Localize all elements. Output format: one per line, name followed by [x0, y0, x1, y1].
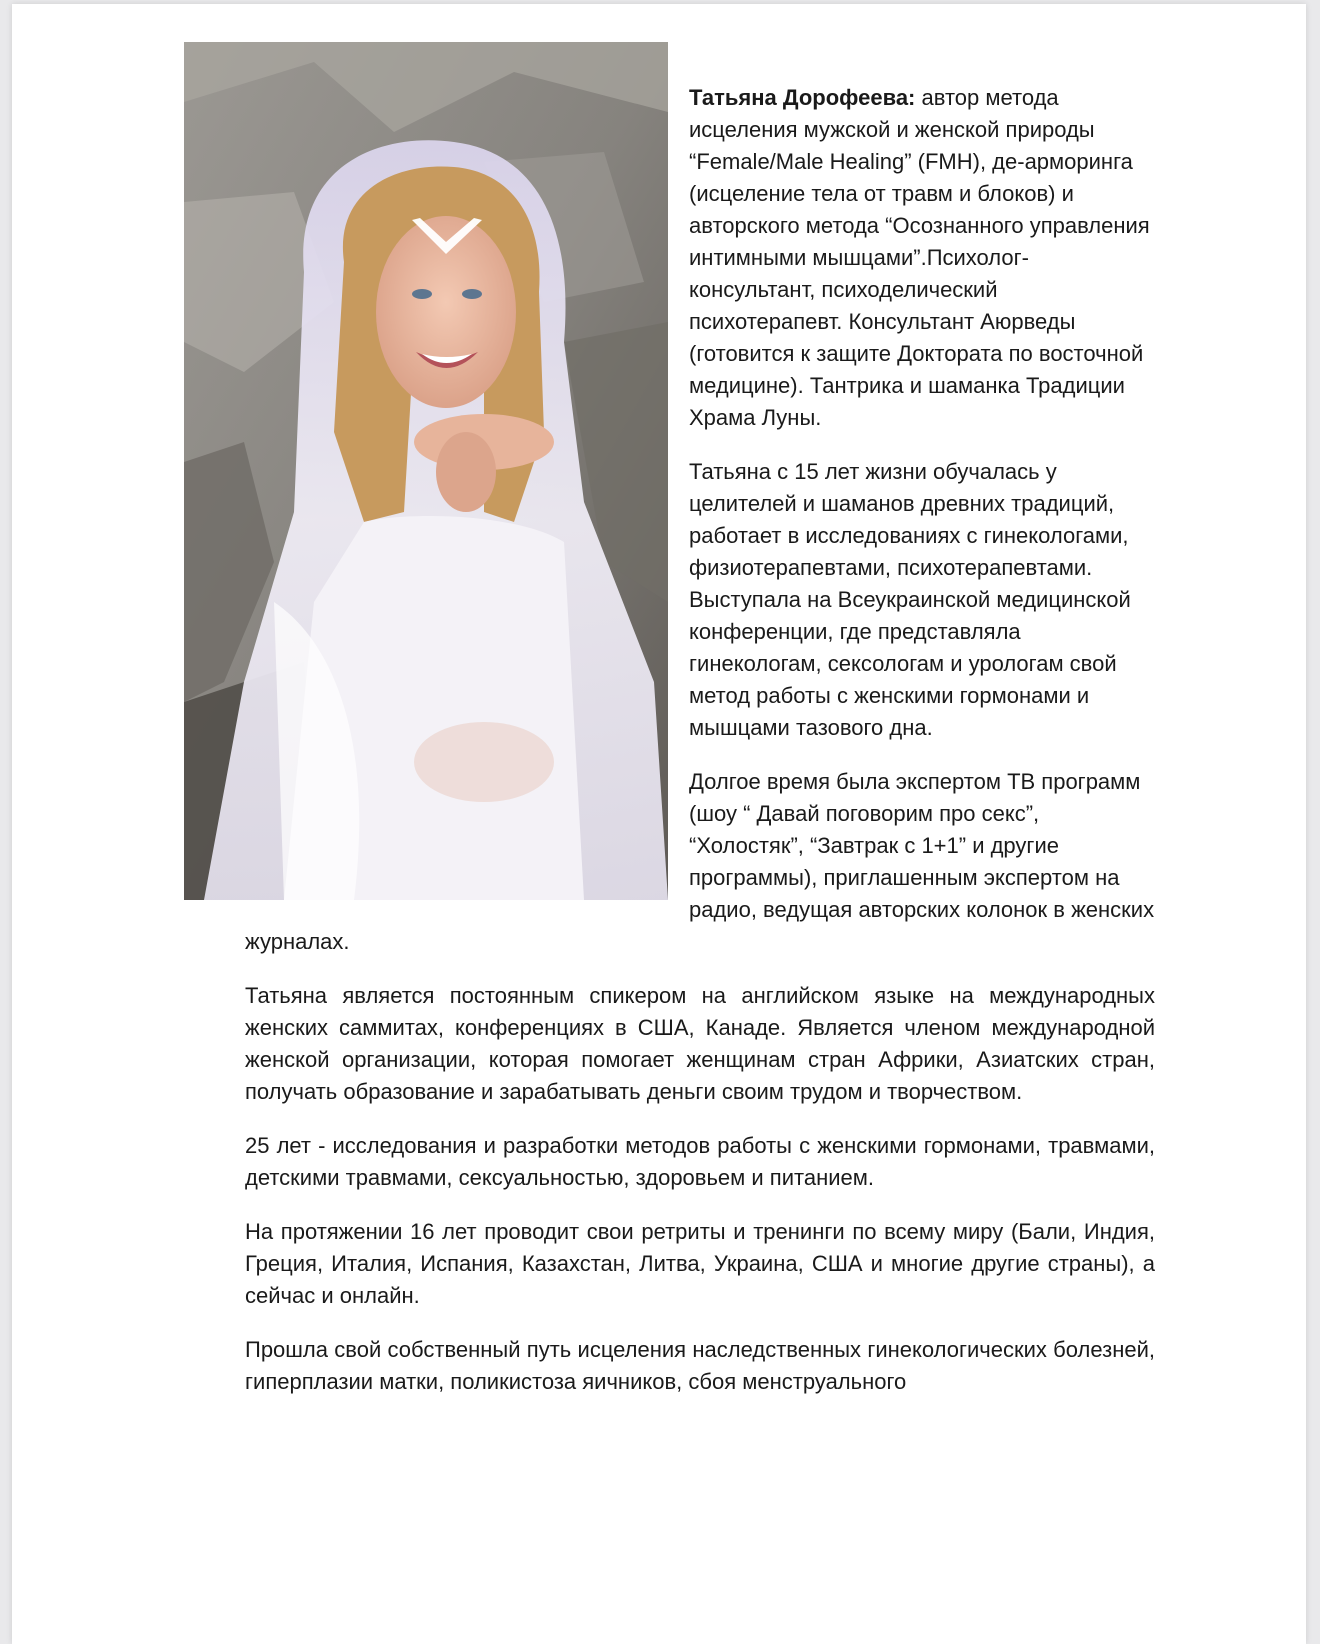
paragraph-training: Татьяна с 15 лет жизни обучалась у целителей и шаманов древних традиций, работает в исследованиях с гинекологами, физиотерапевтами, психотерапевтами. Выступала на Всеукраинской медицинской конференции, где представляла гинекологам, сексологам и урологам свой метод работы с женскими гормонами и мышцами тазового дна. — [689, 459, 1131, 740]
document-page — [12, 4, 1306, 1644]
author-name: Татьяна Дорофеева: — [689, 85, 916, 110]
paragraph-tv: Долгое время была экспертом ТВ программ (шоу “ Давай поговорим про секс”, “Холостяк”, “Завтрак с 1+1” и другие программы), приглашенным экспертом на радио, ведущая авторских колонок в женских журналах. — [245, 769, 1155, 954]
paragraph-retreats: На протяжении 16 лет проводит свои ретриты и тренинги по всему миру (Бали, Индия, Греция, Италия, Испания, Казахстан, Литва, Украина, США и многие другие страны), а сейчас и онлайн. — [245, 1219, 1155, 1308]
article-body — [245, 82, 1155, 1420]
photo-wrap-spacer — [245, 82, 689, 906]
paragraph-healing: Прошла свой собственный путь исцеления наследственных гинекологических болезней, гиперплазии матки, поликистоза яичников, сбоя менструального — [245, 1337, 1155, 1394]
paragraph-speaker: Татьяна является постоянным спикером на английском языке на международных женских саммитах, конференциях в США, Канаде. Является членом международной женской организации, которая помогает женщинам стран Африки, Азиатских стран, получать образование и зарабатывать деньги своим трудом и творчеством. — [245, 983, 1155, 1104]
paragraph-intro-text: автор метода исцеления мужской и женской природы “Female/Male Healing” (FMH), де-арморинга (исцеление тела от травм и блоков) и авторского метода “Осознанного управления интимными мышцами”.Психолог-консультант, психоделический психотерапевт. Консультант Аюрведы (готовится к защите Доктората по восточной медицине). Тантрика и шаманка Традиции Храма Луны. — [689, 85, 1150, 430]
paragraph-research: 25 лет - исследования и разработки методов работы с женскими гормонами, травмами, детскими травмами, сексуальностью, здоровьем и питанием. — [245, 1133, 1155, 1190]
